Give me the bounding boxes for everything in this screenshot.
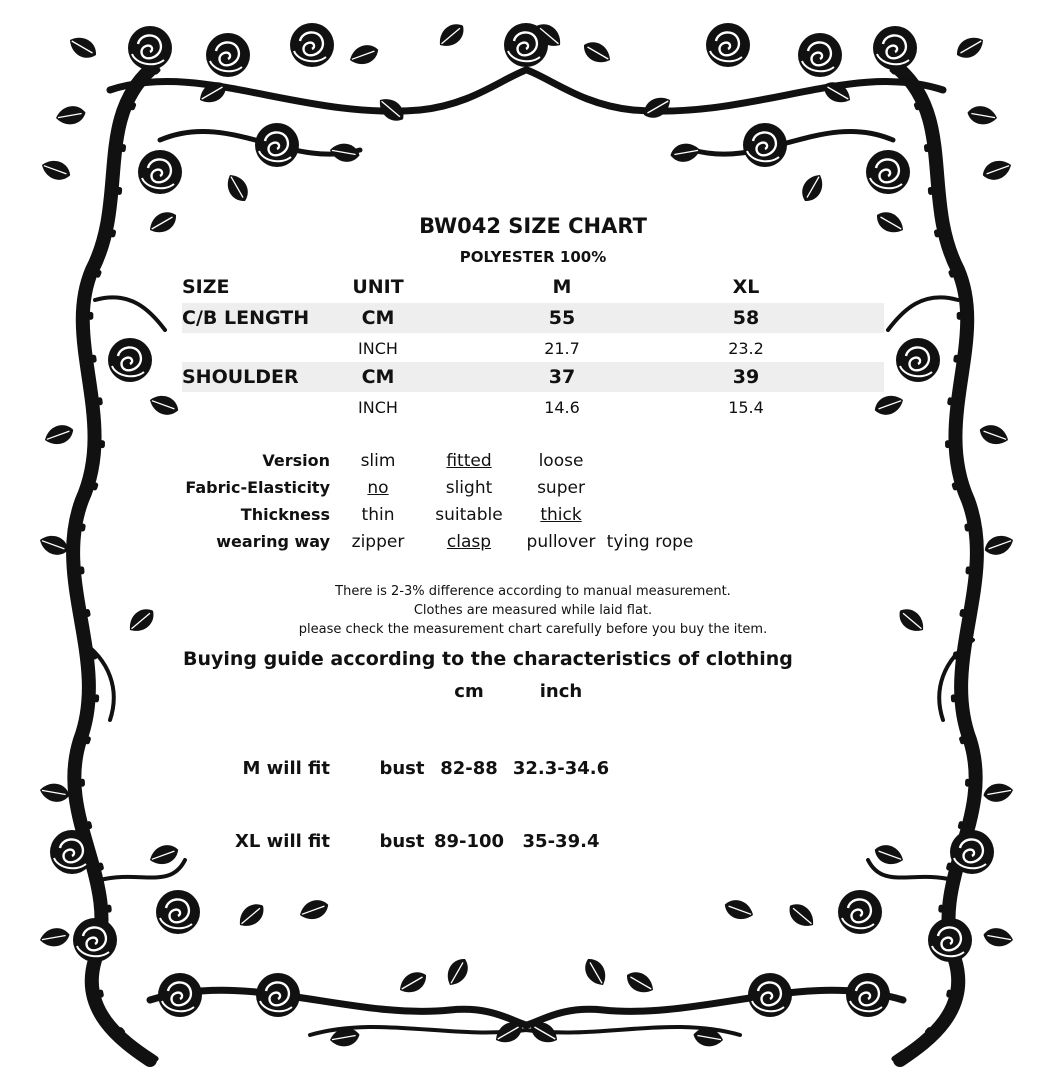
guide-row-cm: 89-100 [433, 831, 505, 852]
attr-option: suitable [435, 505, 503, 525]
attr-option-selected: clasp [446, 532, 492, 552]
guide-row-label: XL will fit [235, 831, 330, 852]
header-xl: XL [732, 276, 760, 298]
attr-option: loose [538, 451, 584, 471]
guide-row-part: bust [379, 831, 425, 852]
material-label: POLYESTER 100% [459, 248, 607, 266]
attr-option: tying rope [606, 532, 694, 552]
shoulder-xl-inch: 15.4 [728, 398, 764, 417]
guide-row-part: bust [379, 758, 425, 779]
cb-length-xl-inch: 23.2 [728, 339, 764, 358]
attr-option: thin [361, 505, 395, 525]
attr-option-selected: thick [540, 505, 582, 525]
cb-length-xl-cm: 58 [732, 307, 760, 329]
cb-length-m-inch: 21.7 [544, 339, 580, 358]
header-size: SIZE [182, 276, 230, 298]
guide-col-cm: cm [454, 681, 484, 702]
row-label-shoulder: SHOULDER [182, 366, 299, 388]
shoulder-m-cm: 37 [548, 366, 576, 388]
guide-row-label: M will fit [242, 758, 330, 779]
attr-option: slim [360, 451, 396, 471]
attr-label-wearing-way: wearing way [216, 532, 330, 551]
attr-label-thickness: Thickness [240, 505, 330, 524]
header-unit: UNIT [352, 276, 404, 298]
chart-title: BW042 SIZE CHART [419, 214, 647, 238]
guide-row-inch: 35-39.4 [522, 831, 600, 852]
attr-option: pullover [526, 532, 596, 552]
attr-option: super [537, 478, 585, 498]
guide-row-inch: 32.3-34.6 [512, 758, 610, 779]
shoulder-xl-cm: 39 [732, 366, 760, 388]
note-line: Clothes are measured while laid flat. [413, 603, 653, 618]
row-unit-inch: INCH [358, 339, 398, 358]
attr-label-fabric-elasticity: Fabric-Elasticity [185, 478, 330, 497]
note-line: please check the measurement chart carefully before you buy the item. [298, 622, 768, 637]
cb-length-m-cm: 55 [548, 307, 576, 329]
guide-col-inch: inch [539, 681, 583, 702]
row-unit-cm: CM [361, 307, 395, 329]
row-unit-inch: INCH [358, 398, 398, 417]
row-label-cb-length: C/B LENGTH [182, 307, 310, 329]
attr-label-version: Version [262, 451, 330, 470]
row-unit-cm: CM [361, 366, 395, 388]
shoulder-m-inch: 14.6 [544, 398, 580, 417]
note-line: There is 2-3% difference according to manual measurement. [335, 584, 731, 599]
guide-row-cm: 82-88 [440, 758, 498, 779]
attr-option: zipper [351, 532, 405, 552]
attr-option-selected: no [367, 478, 389, 498]
buying-guide-title: Buying guide according to the characteristics of clothing [183, 648, 793, 670]
attr-option: slight [445, 478, 493, 498]
header-m: M [552, 276, 572, 298]
attr-option-selected: fitted [446, 451, 492, 471]
